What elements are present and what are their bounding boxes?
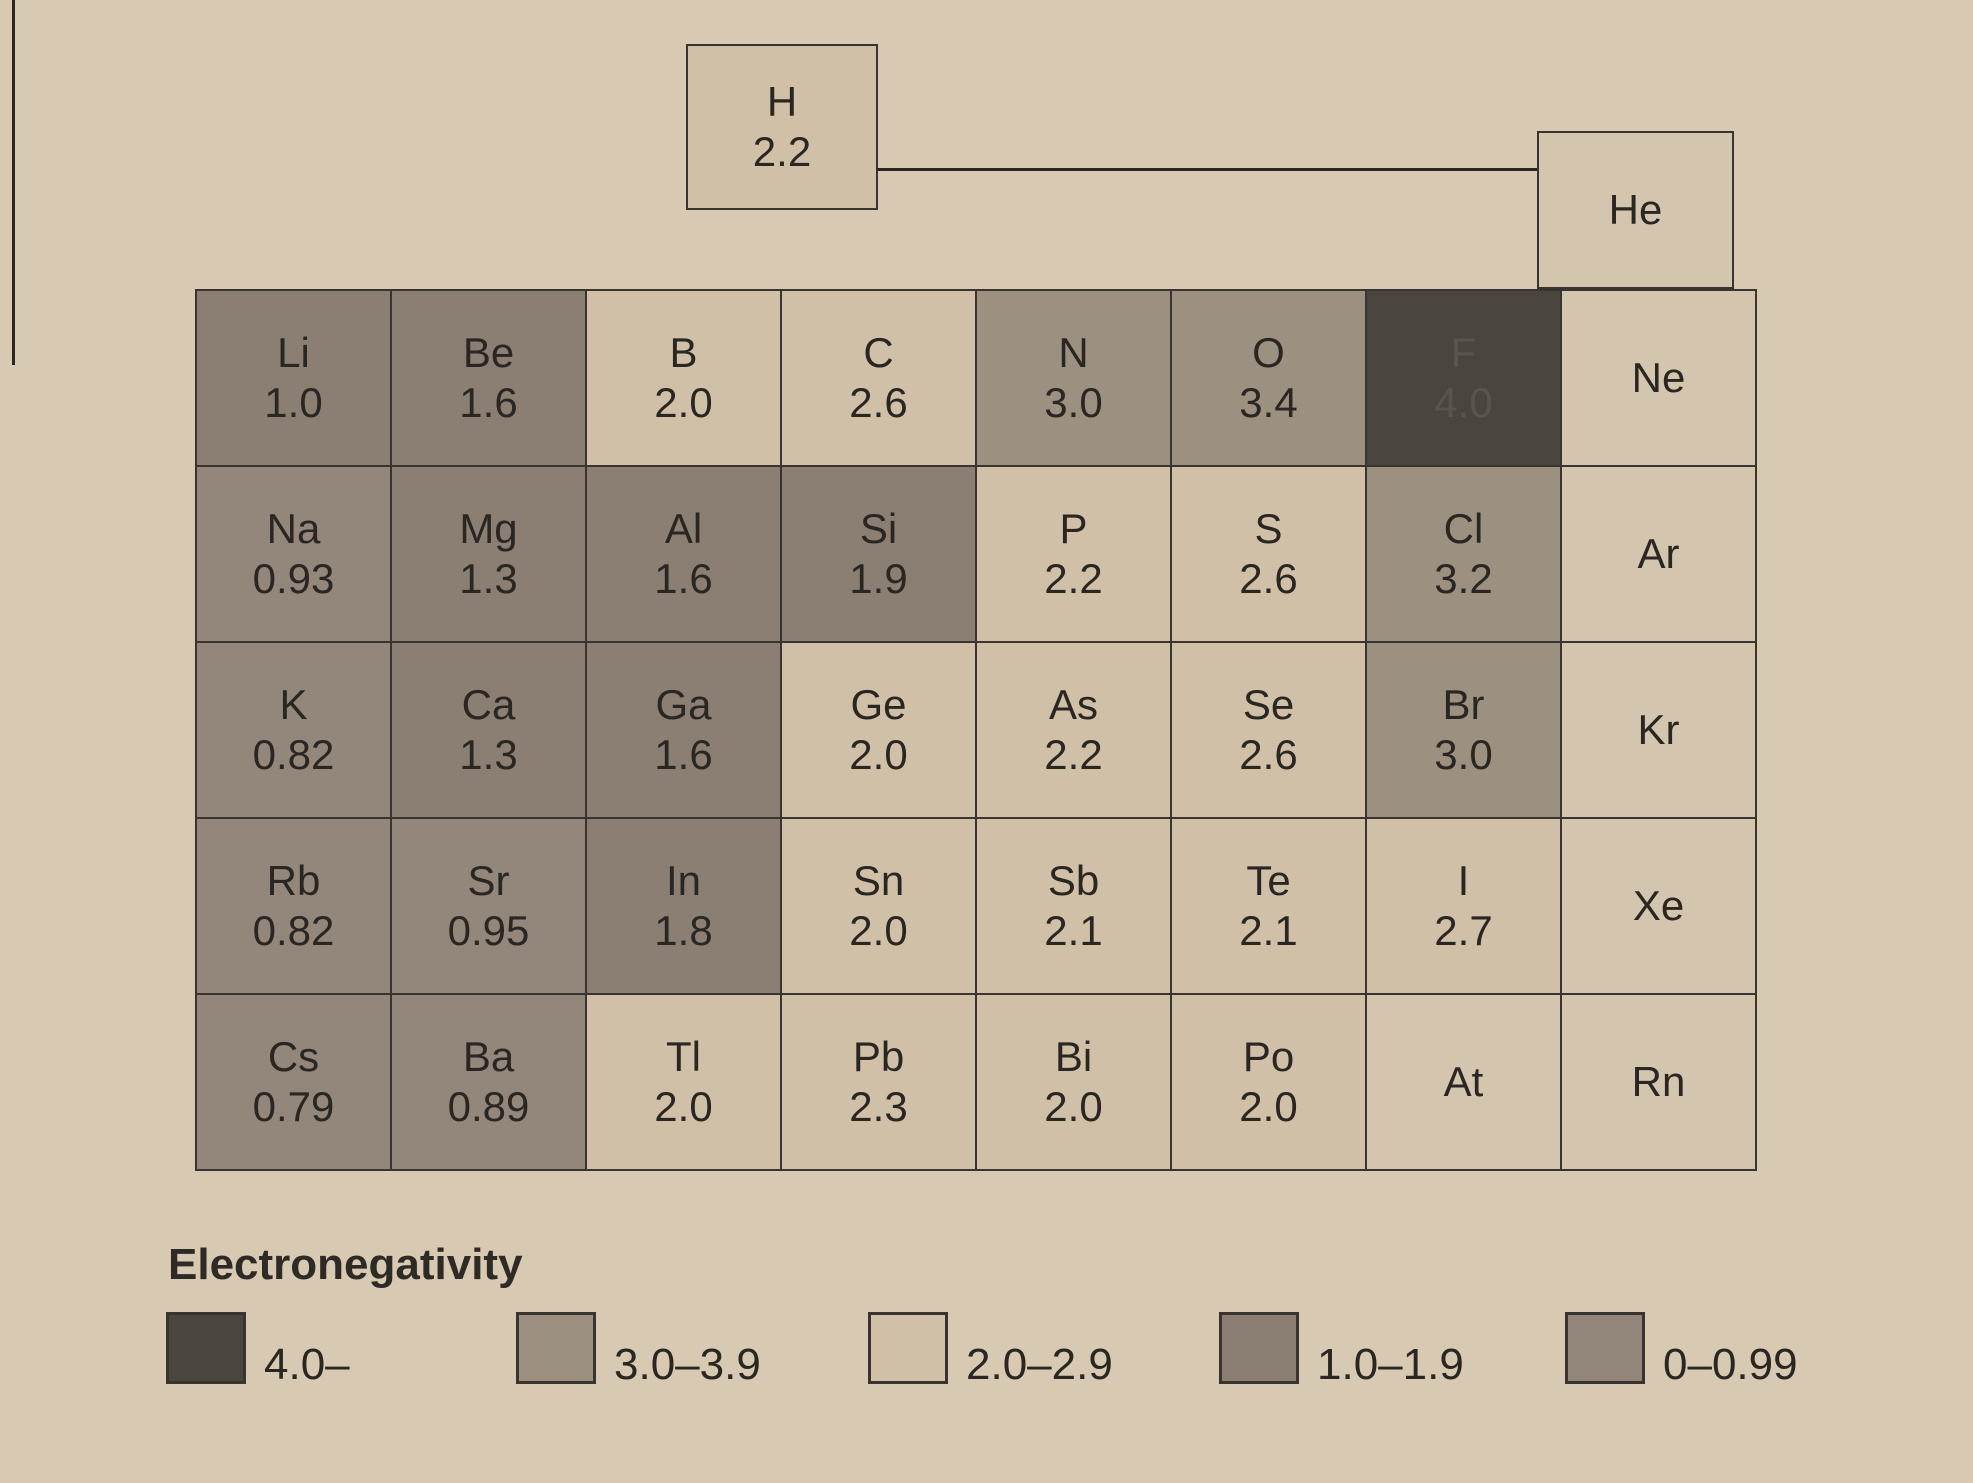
element-value: 3.4 [1239,379,1298,426]
legend-item [868,1312,1113,1389]
element-cell-li [195,289,392,467]
element-symbol: Sn [852,857,905,904]
element-value: 0.93 [252,555,335,602]
element-cell-si [780,465,977,643]
element-symbol: O [1252,329,1285,376]
element-symbol: P [1059,505,1088,552]
element-cell-sb [975,817,1172,995]
element-value: 1.9 [849,555,908,602]
element-value: 2.6 [1239,555,1298,602]
element-symbol: Kr [1637,706,1680,753]
element-symbol: Na [266,505,321,552]
element-cell-ba [390,993,587,1171]
element-symbol: He [1608,186,1663,233]
legend-title: Electronegativity [168,1240,523,1289]
element-cell-po [1170,993,1367,1171]
h-he-connector-line [877,168,1537,171]
element-symbol: Xe [1632,882,1685,929]
element-symbol: Bi [1054,1033,1093,1080]
legend-item [1565,1312,1798,1389]
element-value: 2.0 [1044,1083,1103,1130]
element-value: 2.2 [1044,555,1103,602]
element-symbol: Ba [462,1033,515,1080]
page-edge-line [12,0,15,365]
element-value: 2.1 [1239,907,1298,954]
legend-label: 2.0–2.9 [966,1340,1113,1389]
element-symbol: At [1443,1058,1484,1105]
element-value: 2.6 [1239,731,1298,778]
element-value: 2.0 [654,379,713,426]
legend-label: 4.0– [264,1340,350,1389]
legend-label: 1.0–1.9 [1317,1340,1464,1389]
legend-swatch [1565,1312,1645,1384]
element-symbol: Li [277,329,310,376]
element-cell-rb [195,817,392,995]
legend-swatch [1219,1312,1299,1384]
element-symbol: Ne [1631,354,1686,401]
element-value: 1.3 [459,555,518,602]
element-symbol: S [1254,505,1283,552]
element-value: 0.82 [252,907,335,954]
element-symbol: Sr [467,857,510,904]
element-symbol: Ge [850,681,907,728]
element-cell-be [390,289,587,467]
element-cell-ca [390,641,587,819]
element-cell-ne [1560,289,1757,467]
element-value: 0.82 [252,731,335,778]
legend-label: 3.0–3.9 [614,1340,761,1389]
element-symbol: Br [1442,681,1485,728]
element-symbol: Se [1242,681,1295,728]
element-cell-k [195,641,392,819]
element-value: 2.0 [849,731,908,778]
element-cell-br [1365,641,1562,819]
element-cell-ge [780,641,977,819]
element-value: 1.6 [459,379,518,426]
element-value: 1.6 [654,555,713,602]
element-cell-sn [780,817,977,995]
element-symbol: Po [1242,1033,1295,1080]
element-cell-b [585,289,782,467]
legend-swatch [166,1312,246,1384]
element-value: 2.0 [849,907,908,954]
legend-swatch [516,1312,596,1384]
element-symbol: In [665,857,702,904]
element-symbol: Al [664,505,703,552]
element-cell-h [686,44,878,210]
element-cell-n [975,289,1172,467]
element-cell-cs [195,993,392,1171]
element-value: 2.0 [1239,1083,1298,1130]
element-cell-f [1365,289,1562,467]
element-cell-in [585,817,782,995]
element-cell-al [585,465,782,643]
element-cell-c [780,289,977,467]
element-value: 1.0 [264,379,323,426]
element-cell-rn [1560,993,1757,1171]
element-symbol: Sb [1047,857,1100,904]
element-cell-bi [975,993,1172,1171]
element-value: 3.0 [1044,379,1103,426]
element-cell-at [1365,993,1562,1171]
element-cell-mg [390,465,587,643]
element-cell-i [1365,817,1562,995]
element-cell-as [975,641,1172,819]
element-symbol: Te [1246,857,1291,904]
element-value: 2.3 [849,1083,908,1130]
legend-label: 0–0.99 [1663,1340,1798,1389]
legend-item [516,1312,761,1389]
element-symbol: H [766,78,798,125]
element-value: 0.95 [447,907,530,954]
element-value: 4.0 [1434,379,1493,426]
element-value: 0.89 [447,1083,530,1130]
element-cell-s [1170,465,1367,643]
legend-item [1219,1312,1464,1389]
element-symbol: K [279,681,308,728]
element-symbol: Rn [1631,1058,1686,1105]
element-symbol: Ca [461,681,516,728]
element-cell-tl [585,993,782,1171]
element-cell-ga [585,641,782,819]
element-value: 2.2 [752,128,812,175]
element-symbol: N [1058,329,1089,376]
element-symbol: Rb [266,857,321,904]
element-symbol: Cs [267,1033,320,1080]
element-value: 2.2 [1044,731,1103,778]
element-symbol: Mg [459,505,518,552]
element-value: 3.2 [1434,555,1493,602]
element-symbol: C [863,329,894,376]
element-symbol: As [1048,681,1098,728]
element-value: 1.3 [459,731,518,778]
element-cell-pb [780,993,977,1171]
element-symbol: Tl [666,1033,701,1080]
element-value: 1.8 [654,907,713,954]
legend-swatch [868,1312,948,1384]
element-symbol: B [669,329,698,376]
element-symbol: Cl [1443,505,1484,552]
element-cell-sr [390,817,587,995]
element-value: 2.6 [849,379,908,426]
element-cell-p [975,465,1172,643]
legend-item [166,1312,350,1389]
element-value: 2.7 [1434,907,1493,954]
element-cell-na [195,465,392,643]
element-cell-kr [1560,641,1757,819]
element-symbol: Si [859,505,898,552]
element-value: 0.79 [252,1083,335,1130]
element-symbol: Be [462,329,515,376]
element-cell-he [1537,131,1734,289]
element-value: 2.0 [654,1083,713,1130]
element-symbol: Ga [655,681,712,728]
element-cell-se [1170,641,1367,819]
element-value: 1.6 [654,731,713,778]
element-value: 3.0 [1434,731,1493,778]
element-cell-ar [1560,465,1757,643]
element-symbol: Ar [1637,530,1680,577]
element-symbol: F [1450,329,1477,376]
element-value: 2.1 [1044,907,1103,954]
element-symbol: Pb [852,1033,905,1080]
element-cell-te [1170,817,1367,995]
element-symbol: I [1457,857,1470,904]
element-cell-cl [1365,465,1562,643]
element-cell-o [1170,289,1367,467]
element-cell-xe [1560,817,1757,995]
